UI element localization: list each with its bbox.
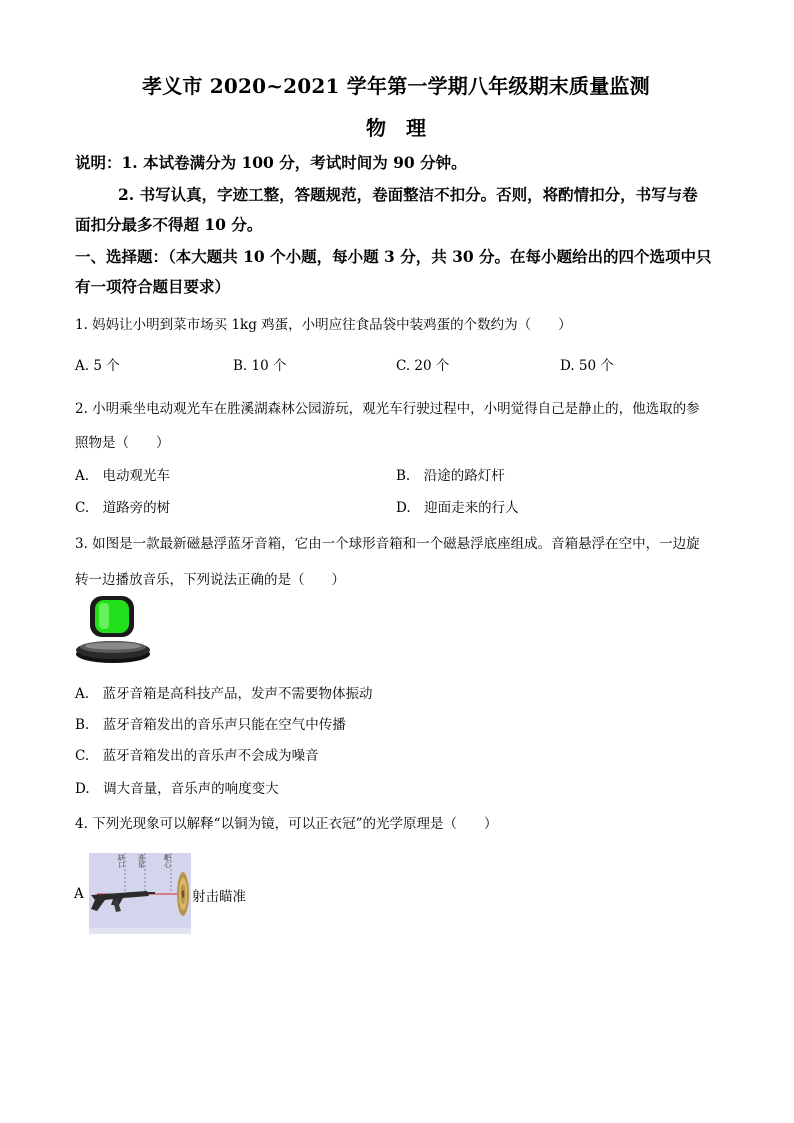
label-bullseye: 靶心 xyxy=(164,854,171,869)
instruction-line-2: 2. 书写认真，字迹工整，答题规范，卷面整洁不扣分。否则，将酌情扣分，书写与卷 xyxy=(118,185,698,204)
question-3-stem-line-1: 3. 如图是一款最新磁悬浮蓝牙音箱，它由一个球形音箱和一个磁悬浮底座组成。音箱悬浮在空中，一边旋 xyxy=(75,536,700,552)
question-1-stem: 1. 妈妈让小明到菜市场买 1kg 鸡蛋，小明应往食品袋中装鸡蛋的个数约为（ ） xyxy=(75,317,572,333)
maglev-speaker-figure xyxy=(72,592,154,666)
q3-option-a[interactable]: A. 蓝牙音箱是高科技产品，发声不需要物体振动 xyxy=(75,686,373,702)
q2-option-b[interactable]: B. 沿途的路灯杆 xyxy=(396,468,505,484)
q3-option-c[interactable]: C. 蓝牙音箱发出的音乐声不会成为噪音 xyxy=(75,748,319,764)
instruction-line-3: 面扣分最多不得超 10 分。 xyxy=(75,215,263,234)
instruction-line-1: 说明：1. 本试卷满分为 100 分，考试时间为 90 分钟。 xyxy=(75,153,467,172)
q4-option-a-text: 射击瞄准 xyxy=(192,889,246,905)
q2-option-d[interactable]: D. 迎面走来的行人 xyxy=(396,500,519,516)
q3-option-b[interactable]: B. 蓝牙音箱发出的音乐声只能在空气中传播 xyxy=(75,717,346,733)
question-3-stem-line-2: 转一边播放音乐，下列说法正确的是（ ） xyxy=(75,572,345,588)
label-notch: 缺口 xyxy=(118,854,125,869)
q2-option-a[interactable]: A. 电动观光车 xyxy=(75,468,171,484)
exam-title: 孝义市 2020~2021 学年第一学期八年级期末质量监测 xyxy=(142,74,650,98)
q1-option-b[interactable]: B. 10 个 xyxy=(233,358,287,374)
section-heading-line-2: 有一项符合题目要求） xyxy=(75,277,231,296)
question-4-stem: 4. 下列光现象可以解释“以铜为镜，可以正衣冠”的光学原理是（ ） xyxy=(75,816,498,832)
label-front-sight: 准星 xyxy=(138,854,145,869)
q2-option-c[interactable]: C. 道路旁的树 xyxy=(75,500,171,516)
question-2-stem-line-2: 照物是（ ） xyxy=(75,435,170,451)
q3-option-d[interactable]: D. 调大音量，音乐声的响度变大 xyxy=(75,781,279,797)
q4-option-a-letter[interactable]: A xyxy=(74,886,84,902)
question-2-stem-line-1: 2. 小明乘坐电动观光车在胜溪湖森林公园游玩，观光车行驶过程中，小明觉得自己是静止的，他选取的参 xyxy=(75,401,700,417)
subject-title: 物 理 xyxy=(366,116,426,140)
q1-option-c[interactable]: C. 20 个 xyxy=(396,358,450,374)
shooting-aim-figure xyxy=(89,853,191,934)
section-heading-line-1: 一、选择题：（本大题共 10 个小题，每小题 3 分，共 30 分。在每小题给出的四个选项中只 xyxy=(75,247,712,266)
q1-option-d[interactable]: D. 50 个 xyxy=(560,358,614,374)
q1-option-a[interactable]: A. 5 个 xyxy=(75,358,120,374)
